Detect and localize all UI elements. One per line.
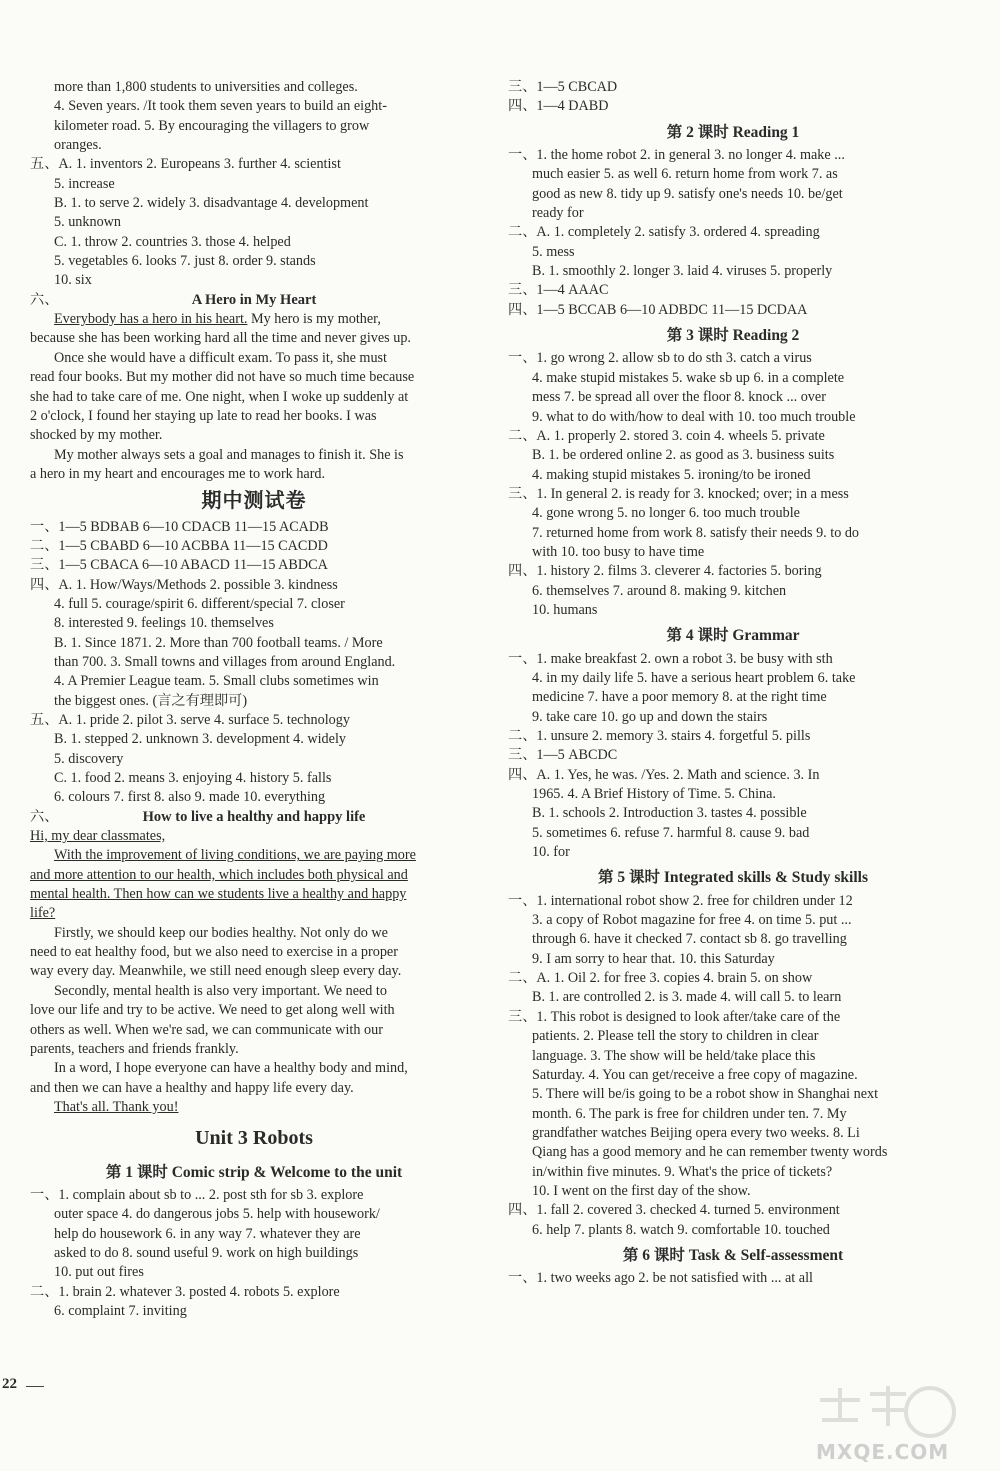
essay-title-text: A Hero in My Heart	[191, 291, 317, 308]
answer-line: others as well. When we're sad, we can communicate with our	[30, 1021, 383, 1038]
essay-title-text: How to live a healthy and happy life	[142, 808, 366, 825]
answer-line: 四、1—5 BCCAB 6—10 ADBDC 11—15 DCDAA	[508, 301, 808, 318]
answer-line: C. 1. throw 2. countries 3. those 4. helped	[54, 233, 291, 250]
answer-line: 一、1. make breakfast 2. own a robot 3. be busy with sth	[508, 650, 833, 667]
answer-line: Qiang has a good memory and he can remember twenty words	[532, 1144, 888, 1161]
answer-line: B. 1. to serve 2. widely 3. disadvantage 4. development	[54, 195, 369, 212]
answer-line: 四、A. 1. How/Ways/Methods 2. possible 3. kindness	[30, 576, 338, 593]
answer-line: with 10. too busy to have time	[532, 543, 705, 560]
answer-line: 五、A. 1. pride 2. pilot 3. serve 4. surface 5. technology	[30, 712, 350, 728]
page-number-dash	[26, 1386, 44, 1387]
answer-line: and more attention to our health, which includes both physical and	[30, 866, 408, 883]
answer-line: 1965. 4. A Brief History of Time. 5. China.	[532, 786, 776, 803]
answer-line: a hero in my heart and encourages me to work hard.	[30, 465, 326, 482]
answer-line: 五、A. 1. inventors 2. Europeans 3. further 4. scientist	[30, 156, 341, 173]
answer-line: 三、1—5 CBACA 6—10 ABACD 11—15 ABDCA	[30, 557, 328, 574]
answer-line: Firstly, we should keep our bodies healthy. Not only do we	[54, 924, 388, 941]
answer-line: mental health. Then how can we students live a healthy and happy	[30, 886, 407, 903]
answer-line: 4. A Premier League team. 5. Small clubs sometimes win	[54, 673, 379, 690]
answer-line: 一、1. two weeks ago 2. be not satisfied with ... at all	[508, 1270, 813, 1287]
answer-line: 三、1—5 CBCAD	[508, 79, 618, 95]
answer-line: B. 1. Since 1871. 2. More than 700 football teams. / More	[54, 634, 383, 651]
answer-line: 7. returned home from work 8. satisfy their needs 9. to do	[532, 524, 860, 541]
answer-line: in/within five minutes. 9. What's the price of tickets?	[532, 1163, 833, 1180]
answer-line: Saturday. 4. You can get/receive a free copy of magazine.	[532, 1066, 858, 1083]
answer-line: B. 1. are controlled 2. is 3. made 4. will call 5. to learn	[532, 989, 842, 1006]
answer-line: C. 1. food 2. means 3. enjoying 4. history 5. falls	[54, 770, 332, 787]
answer-line: because she has been working hard all the time and never gives up.	[30, 330, 411, 347]
answer-line: 一、1. international robot show 2. free for children under 12	[508, 892, 853, 909]
answer-line: 9. I am sorry to hear that. 10. this Saturday	[532, 950, 775, 967]
answer-line: 一、1—5 BDBAB 6—10 CDACB 11—15 ACADB	[30, 518, 329, 535]
answer-line: 5. mess	[532, 243, 575, 260]
answer-line: 4. in my daily life 5. have a serious heart problem 6. take	[532, 669, 856, 686]
answer-line: With the improvement of living conditions, we are paying more	[54, 847, 416, 864]
lesson-heading: 第 4 课时 Grammar	[666, 627, 800, 645]
answer-line: 4. full 5. courage/spirit 6. different/special 7. closer	[54, 595, 345, 612]
answer-line: 三、1—4 AAAC	[508, 282, 609, 299]
unit-title: Unit 3 Robots	[195, 1127, 313, 1150]
answer-line: 四、A. 1. Yes, he was. /Yes. 2. Math and science. 3. In	[508, 766, 820, 783]
answer-line: way every day. Meanwhile, we still need enough sleep every day.	[30, 963, 402, 980]
page-number: 22	[2, 1376, 17, 1392]
essay-title	[30, 291, 478, 310]
lesson-heading: 第 3 课时 Reading 2	[666, 327, 800, 345]
answer-line: In a word, I hope everyone can have a healthy body and mind,	[54, 1060, 408, 1077]
underlined-text: Hi, my dear classmates,	[30, 828, 166, 845]
answer-line: 10. put out fires	[54, 1264, 144, 1281]
answer-line: 6. colours 7. first 8. also 9. made 10. everything	[54, 789, 326, 806]
answer-line: medicine 7. have a poor memory 8. at the right time	[532, 689, 827, 706]
answer-line: 10. I went on the first day of the show.	[532, 1182, 751, 1199]
answer-line: 4. making stupid mistakes 5. ironing/to be ironed	[532, 466, 811, 483]
answer-line: shocked by my mother.	[30, 427, 163, 444]
answer-line: 二、1. unsure 2. memory 3. stairs 4. forgetful 5. pills	[508, 728, 811, 744]
answer-line: 4. gone wrong 5. no longer 6. too much trouble	[532, 505, 800, 522]
answer-line: the biggest ones. (言之有理即可)	[54, 692, 248, 709]
left-column	[30, 78, 478, 1321]
answer-line: she had to take care of me. One night, when I woke up suddenly at	[30, 388, 409, 405]
answer-line: 三、1. This robot is designed to look after/take care of the	[508, 1008, 841, 1025]
section-number: 六、	[30, 291, 59, 308]
lesson-heading: 第 6 课时 Task & Self-assessment	[622, 1246, 844, 1264]
answer-line: patients. 2. Please tell the story to children in clear	[532, 1028, 819, 1045]
answer-line: month. 6. The park is free for children under ten. 7. My	[532, 1105, 847, 1122]
line-text: My hero is my mother,	[247, 311, 381, 328]
answer-line: help do housework 6. in any way 7. whatever they are	[54, 1225, 361, 1242]
answer-line: 四、1. fall 2. covered 3. checked 4. turned 5. environment	[508, 1202, 840, 1219]
answer-line: kilometer road. 5. By encouraging the villagers to grow	[54, 117, 370, 134]
answer-line: My mother always sets a goal and manages to finish it. She is	[54, 446, 404, 463]
answer-line: 一、1. go wrong 2. allow sb to do sth 3. catch a virus	[508, 350, 812, 367]
answer-line: 4. make stupid mistakes 5. wake sb up 6. in a complete	[532, 369, 845, 386]
answer-line: 二、1—5 CBABD 6—10 ACBBA 11—15 CACDD	[30, 537, 328, 554]
answer-line: more than 1,800 students to universities and colleges.	[54, 79, 358, 95]
answer-line: B. 1. be ordered online 2. as good as 3. business suits	[532, 447, 835, 464]
answer-line: 二、A. 1. properly 2. stored 3. coin 4. wheels 5. private	[508, 427, 825, 444]
answer-line	[30, 310, 478, 329]
answer-line: 4. Seven years. /It took them seven years to build an eight-	[54, 98, 387, 115]
lesson-heading: 第 2 课时 Reading 1	[666, 123, 800, 141]
test-title: 期中测试卷	[201, 490, 307, 513]
answer-line: 9. what to do with/how to deal with 10. too much trouble	[532, 408, 856, 425]
answer-line: 2 o'clock, I found her staying up late to read her books. I was	[30, 407, 377, 424]
answer-line: asked to do 8. sound useful 9. work on high buildings	[54, 1244, 359, 1261]
lesson-heading: 第 5 课时 Integrated skills & Study skills	[597, 869, 868, 887]
answer-line: love our life and try to be active. We need to get along well with	[30, 1002, 395, 1019]
answer-line: and then we can have a healthy and happy life every day.	[30, 1079, 354, 1096]
answer-line: mess 7. be spread all over the floor 8. knock ... over	[532, 389, 826, 406]
watermark-text: MXQE.COM	[816, 1440, 950, 1464]
answer-line: 10. humans	[532, 601, 598, 618]
answer-line: 6. help 7. plants 8. watch 9. comfortable 10. touched	[532, 1221, 830, 1238]
answer-line	[30, 827, 478, 846]
answer-line: 二、A. 1. Oil 2. for free 3. copies 4. brain 5. on show	[508, 970, 813, 987]
answer-line: grandfather watches Beijing opera every two weeks. 8. Li	[532, 1124, 860, 1141]
underlined-text: Everybody has a hero in his heart.	[54, 311, 248, 328]
right-column	[508, 78, 958, 1289]
answer-line: language. 3. The show will be held/take place this	[532, 1047, 816, 1064]
answer-line: 10. for	[532, 844, 570, 861]
answer-line: need to eat healthy food, but we also need to exercise in a proper	[30, 944, 398, 961]
answer-line: 3. a copy of Robot magazine for free 4. on time 5. put ...	[532, 912, 852, 929]
answer-line: 5. unknown	[54, 214, 121, 231]
answer-line: 9. take care 10. go up and down the stairs	[532, 708, 768, 725]
answer-line: 一、1. complain about sb to ... 2. post sth for sb 3. explore	[30, 1186, 364, 1203]
answer-line: 5. There will be/is going to be a robot show in Shanghai next	[532, 1086, 879, 1103]
answer-line: outer space 4. do dangerous jobs 5. help with housework/	[54, 1206, 380, 1223]
answer-line: 一、1. the home robot 2. in general 3. no longer 4. make ...	[508, 147, 845, 164]
answer-line: 5. sometimes 6. refuse 7. harmful 8. cause 9. bad	[532, 824, 810, 841]
answer-line: life?	[30, 905, 56, 922]
lesson-heading: 第 1 课时 Comic strip & Welcome to the unit	[105, 1163, 403, 1181]
answer-line: 三、1—5 ABCDC	[508, 747, 618, 764]
answer-line: 10. six	[54, 272, 92, 289]
answer-line: B. 1. schools 2. Introduction 3. tastes 4. possible	[532, 805, 807, 822]
answer-line: 8. interested 9. feelings 10. themselves	[54, 615, 274, 632]
essay-title	[30, 808, 478, 827]
answer-line: 三、1. In general 2. is ready for 3. knocked; over; in a mess	[508, 485, 849, 502]
answer-line: B. 1. stepped 2. unknown 3. development 4. widely	[54, 731, 346, 748]
answer-line: read four books. But my mother did not have so much time because	[30, 369, 415, 386]
answer-line: 5. increase	[54, 175, 115, 192]
answer-line: 5. discovery	[54, 750, 124, 767]
answer-line: 6. complaint 7. inviting	[54, 1302, 187, 1319]
answer-line: than 700. 3. Small towns and villages from around England.	[54, 653, 396, 670]
answer-line: That's all. Thank you!	[54, 1098, 179, 1115]
answer-line: B. 1. smoothly 2. longer 3. laid 4. viruses 5. properly	[532, 263, 833, 280]
answer-line: 四、1. history 2. films 3. cleverer 4. factories 5. boring	[508, 563, 822, 580]
answer-line: ready for	[532, 205, 584, 222]
answer-line: oranges.	[54, 137, 102, 154]
answer-line: 二、1. brain 2. whatever 3. posted 4. robots 5. explore	[30, 1283, 340, 1300]
answer-line: 二、A. 1. completely 2. satisfy 3. ordered 4. spreading	[508, 224, 820, 241]
answer-line: Secondly, mental health is also very important. We need to	[54, 982, 387, 999]
answer-line: 四、1—4 DABD	[508, 98, 609, 115]
answer-line: parents, teachers and friends frankly.	[30, 1040, 239, 1057]
answer-line: through 6. have it checked 7. contact sb 8. go travelling	[532, 931, 847, 948]
answer-line: 6. themselves 7. around 8. making 9. kitchen	[532, 582, 787, 599]
answer-line: much easier 5. as well 6. return home from work 7. as	[532, 166, 838, 183]
answer-line: 5. vegetables 6. looks 7. just 8. order 9. stands	[54, 253, 316, 270]
answer-line: Once she would have a difficult exam. To pass it, she must	[54, 349, 388, 366]
answer-line: good as new 8. tidy up 9. satisfy one's needs 10. be/get	[532, 185, 843, 202]
section-number: 六、	[30, 808, 59, 825]
